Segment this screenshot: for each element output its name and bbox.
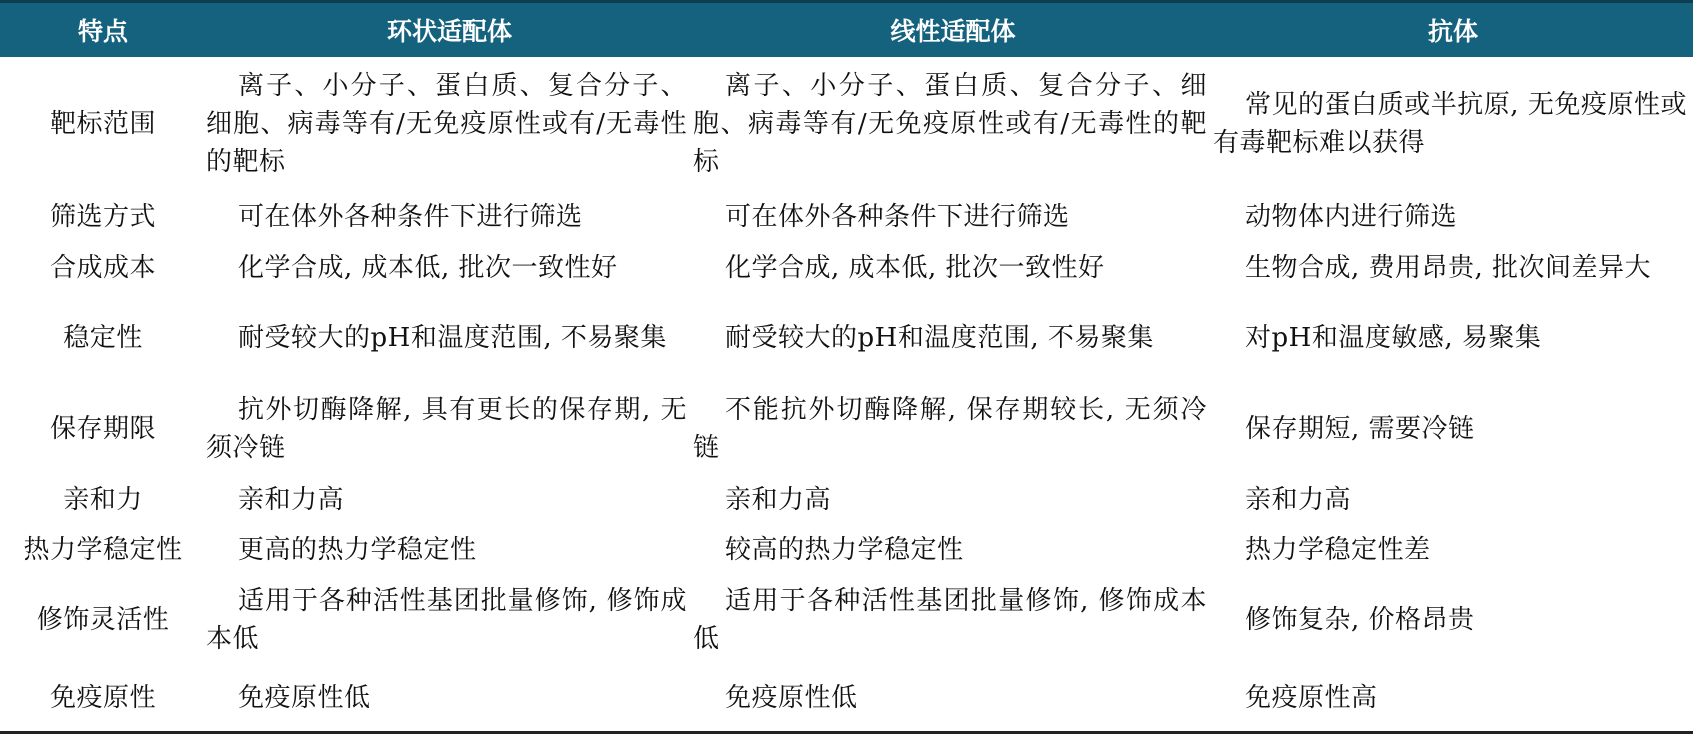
row-feature-label: 保存期限 [49, 413, 156, 444]
cell-cyclic-aptamer: 耐受较大的pH和温度范围, 不易聚集 [238, 322, 667, 353]
cell-cyclic-aptamer: 更高的热力学稳定性 [238, 534, 477, 565]
cell-linear-aptamer: 离子、小分子、蛋白质、复合分子、细胞、病毒等有/无免疫原性或有/无毒性的靶标 [693, 70, 1207, 177]
cell-linear-aptamer: 免疫原性低 [693, 665, 1213, 733]
table-row [0, 191, 1693, 243]
row-feature-label: 热力学稳定性 [23, 534, 183, 565]
table-row [0, 665, 1693, 733]
table-row [0, 243, 1693, 293]
row-feature-label: 修饰灵活性 [36, 604, 170, 635]
row-feature-label: 免疫原性 [0, 665, 206, 733]
header-linear-aptamer: 线性适配体 [693, 2, 1213, 57]
cell-cyclic-aptamer: 亲和力高 [238, 484, 345, 515]
cell-antibody: 对pH和温度敏感, 易聚集 [1245, 322, 1542, 353]
row-feature-label: 筛选方式 [49, 201, 156, 232]
cell-antibody: 修饰复杂, 价格昂贵 [1245, 604, 1475, 635]
table-row [0, 575, 1693, 665]
cell-cyclic-aptamer: 可在体外各种条件下进行筛选 [238, 201, 583, 232]
table-row [0, 525, 1693, 575]
table-body [0, 57, 1693, 733]
cell-antibody: 亲和力高 [1245, 484, 1352, 515]
row-feature-label: 稳定性 [63, 322, 143, 353]
cell-antibody: 动物体内进行筛选 [1245, 201, 1458, 232]
cell-linear-aptamer: 适用于各种活性基团批量修饰, 修饰成本低 [693, 585, 1207, 654]
cell-antibody: 生物合成, 费用昂贵, 批次间差异大 [1245, 252, 1652, 283]
cell-antibody: 热力学稳定性差 [1245, 534, 1431, 565]
cell-linear-aptamer: 可在体外各种条件下进行筛选 [725, 201, 1070, 232]
cell-cyclic-aptamer: 离子、小分子、蛋白质、复合分子、细胞、病毒等有/无免疫原性或有/无毒性的靶标 [206, 70, 687, 177]
cell-antibody: 常见的蛋白质或半抗原, 无免疫原性或有毒靶标难以获得 [1213, 89, 1687, 158]
cell-linear-aptamer: 不能抗外切酶降解, 保存期较长, 无须冷链 [693, 394, 1207, 463]
header-cyclic-aptamer: 环状适配体 [206, 2, 693, 57]
table-row [0, 475, 1693, 525]
cell-linear-aptamer: 亲和力高 [725, 484, 832, 515]
table-row [0, 293, 1693, 383]
cell-cyclic-aptamer: 抗外切酶降解, 具有更长的保存期, 无须冷链 [206, 394, 687, 463]
row-feature-label: 合成成本 [49, 252, 156, 283]
cell-antibody: 保存期短, 需要冷链 [1245, 413, 1475, 444]
cell-linear-aptamer: 较高的热力学稳定性 [725, 534, 964, 565]
table-row [0, 383, 1693, 475]
cell-linear-aptamer: 化学合成, 成本低, 批次一致性好 [725, 252, 1105, 283]
cell-cyclic-aptamer: 免疫原性低 [206, 665, 693, 733]
header-feature: 特点 [0, 2, 206, 57]
row-feature-label: 靶标范围 [49, 108, 156, 139]
cell-antibody: 免疫原性高 [1213, 665, 1693, 733]
table-row [0, 57, 1693, 191]
cell-linear-aptamer: 耐受较大的pH和温度范围, 不易聚集 [725, 322, 1154, 353]
header-row [0, 2, 1693, 57]
row-feature-label: 亲和力 [63, 484, 143, 515]
header-antibody: 抗体 [1213, 2, 1693, 57]
table-header [0, 2, 1693, 57]
cell-cyclic-aptamer: 化学合成, 成本低, 批次一致性好 [238, 252, 618, 283]
cell-cyclic-aptamer: 适用于各种活性基团批量修饰, 修饰成本低 [206, 585, 687, 654]
